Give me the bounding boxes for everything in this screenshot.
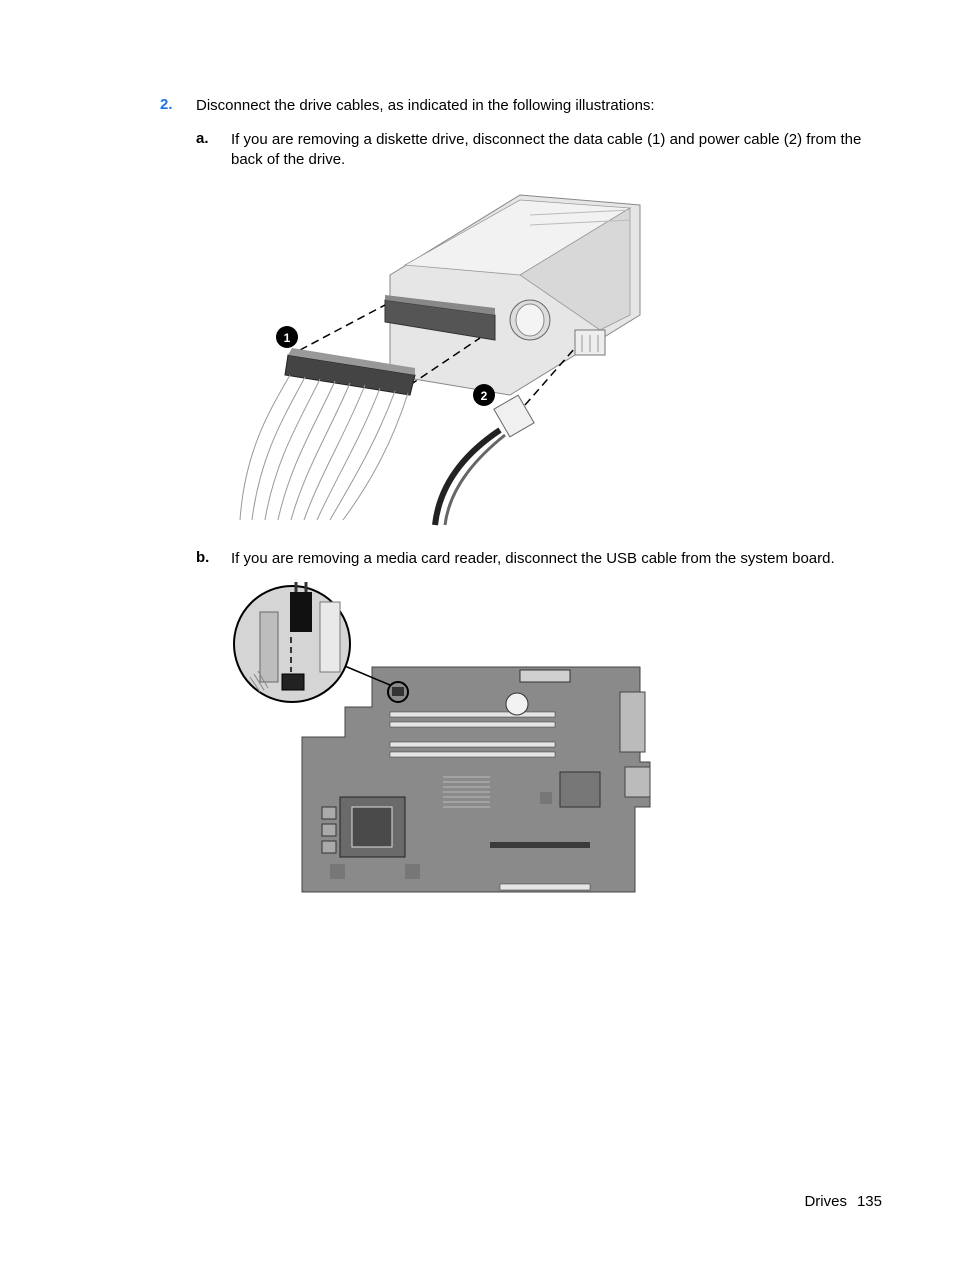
diskette-drive-illustration — [230, 180, 650, 530]
substep-a-text: If you are removing a diskette drive, disconnect the data cable (1) and power cable (2) from the back of the drive. — [231, 131, 862, 168]
step-number: 2. — [160, 96, 173, 113]
footer-section: Drives — [804, 1193, 847, 1210]
usb-header-detail — [234, 582, 350, 702]
power-cable — [435, 395, 534, 525]
diskette-drive — [385, 195, 640, 395]
substep-b-label: b. — [196, 549, 210, 566]
callout-2 — [473, 384, 495, 406]
substep-b-text: If you are removing a media card reader, disconnect the USB cable from the system board. — [231, 550, 835, 567]
substep-a-label: a. — [196, 130, 209, 147]
data-cable — [240, 348, 415, 520]
page-footer — [804, 1193, 882, 1210]
svg-text:2: 2 — [480, 389, 488, 403]
system-board-illustration — [230, 582, 660, 897]
footer-page-number: 135 — [856, 1193, 882, 1210]
svg-text:1: 1 — [283, 331, 291, 345]
callout-1 — [276, 326, 298, 348]
system-board — [302, 667, 650, 892]
step-text: Disconnect the drive cables, as indicated in the following illustrations: — [196, 97, 655, 114]
